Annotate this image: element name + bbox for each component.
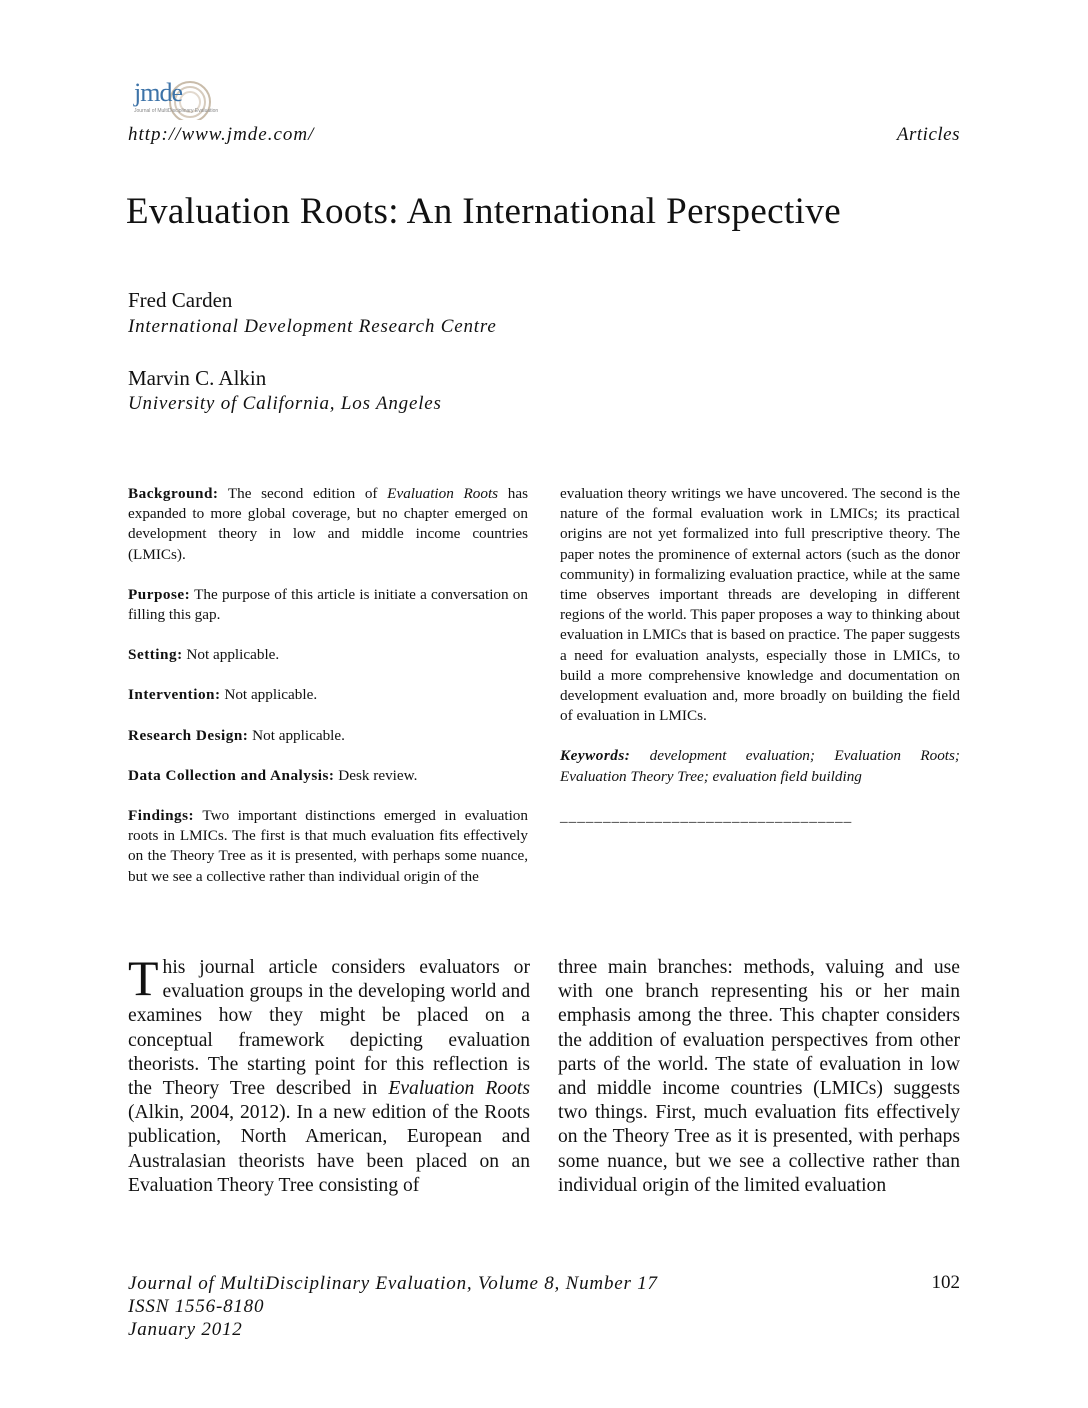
abstract-findings-continued: evaluation theory writings we have uncovered. The second is the nature of the formal evaluation work in LMICs; its practical origins are not yet formalized into full prescriptive theory. The paper notes the prominence of external actors (such as the donor community) in formalizing evaluation practice, while at the same time observes important threads are developing in different regions of the world. This paper proposes a way to thinking about evaluation in LMICs that is based on practice. The paper suggests a need for evaluation analysts, especially those in LMICs, to build a more comprehensive knowledge and documentation on development evaluation and, more broadly on building the field of evaluation in LMICs. [560,485,960,725]
footer-date: January 2012 [128,1319,243,1340]
journal-url-link[interactable]: http://www.jmde.com/ [128,124,315,145]
author-affiliation: University of California, Los Angeles [128,393,442,414]
journal-logo [128,72,218,120]
abstract-keywords: Keywords: development evaluation; Evaluation Roots; Evaluation Theory Tree; evaluation field building [560,747,960,785]
section-label: Articles [896,124,960,145]
drop-cap: T [128,950,159,1006]
page-number: 102 [931,1272,960,1293]
logo-subtitle: Journal of MultiDisciplinary Evaluation [134,108,219,114]
abstract-label: Purpose: [128,585,191,603]
abstract-label: Data Collection and Analysis: [128,766,335,784]
abstract-setting: Setting: Not applicable. [128,646,280,664]
abstract-divider: __________________________________ [560,807,853,825]
abstract-label: Keywords: [560,747,631,765]
author-name: Marvin C. Alkin [128,366,267,390]
body-right-column: three main branches: methods, valuing and use with one branch representing his or her main emphasis among the three. This chapter considers the addition of evaluation perspectives from other parts of the world. The state of evaluation in low and middle income countries (LMICs) suggests two things. First, much evaluation fits effectively on the Theory Tree as it is presented, with perhaps some nuance, but we see a collective rather than individual origin of the limited evaluation [558,957,960,1196]
abstract-label: Findings: [128,807,195,825]
body-left-column: This journal article considers evaluators or evaluation groups in the developing world and examines how they might be placed on a conceptual framework depicting evaluation theorists. The starting point for this reflection is the Theory Tree described in Evaluation Roots (Alkin, 2004, 2012). In a new edition of the Roots publication, North American, European and Australasian theorists have been placed on an Evaluation Theory Tree consisting of [128,950,530,1196]
abstract-purpose: Purpose: The purpose of this article is initiate a conversation on filling this gap. [128,585,528,624]
abstract-findings: Findings: Two important distinctions emerged in evaluation roots in LMICs. The first is that much evaluation fits effectively on the Theory Tree as it is presented, with perhaps some nuance, but we see a collective rather than individual origin of the [128,807,528,885]
author-name: Fred Carden [128,288,233,312]
logo-wordmark: jmde [134,78,182,107]
abstract-label: Intervention: [128,686,221,704]
abstract-intervention: Intervention: Not applicable. [128,686,318,704]
abstract-data-collection: Data Collection and Analysis: Desk review. [128,766,418,784]
article-title: Evaluation Roots: An International Perspective [126,191,842,232]
abstract-label: Setting: [128,646,183,664]
footer-journal-info: Journal of MultiDisciplinary Evaluation, Volume 8, Number 17 [128,1273,658,1294]
abstract-left-column [128,484,528,907]
abstract-label: Background: [128,485,219,502]
abstract-right-column [560,484,960,827]
abstract-label: Research Design: [128,726,249,744]
footer-issn: ISSN 1556-8180 [128,1296,265,1317]
journal-footer [128,1272,658,1341]
author-affiliation: International Development Research Centre [128,316,497,337]
abstract-background: Background: The second edition of Evaluation Roots has expanded to more global coverage, but no chapter emerged on development theory in low and middle income countries (LMICs). [128,485,529,563]
abstract-research-design: Research Design: Not applicable. [128,726,345,744]
